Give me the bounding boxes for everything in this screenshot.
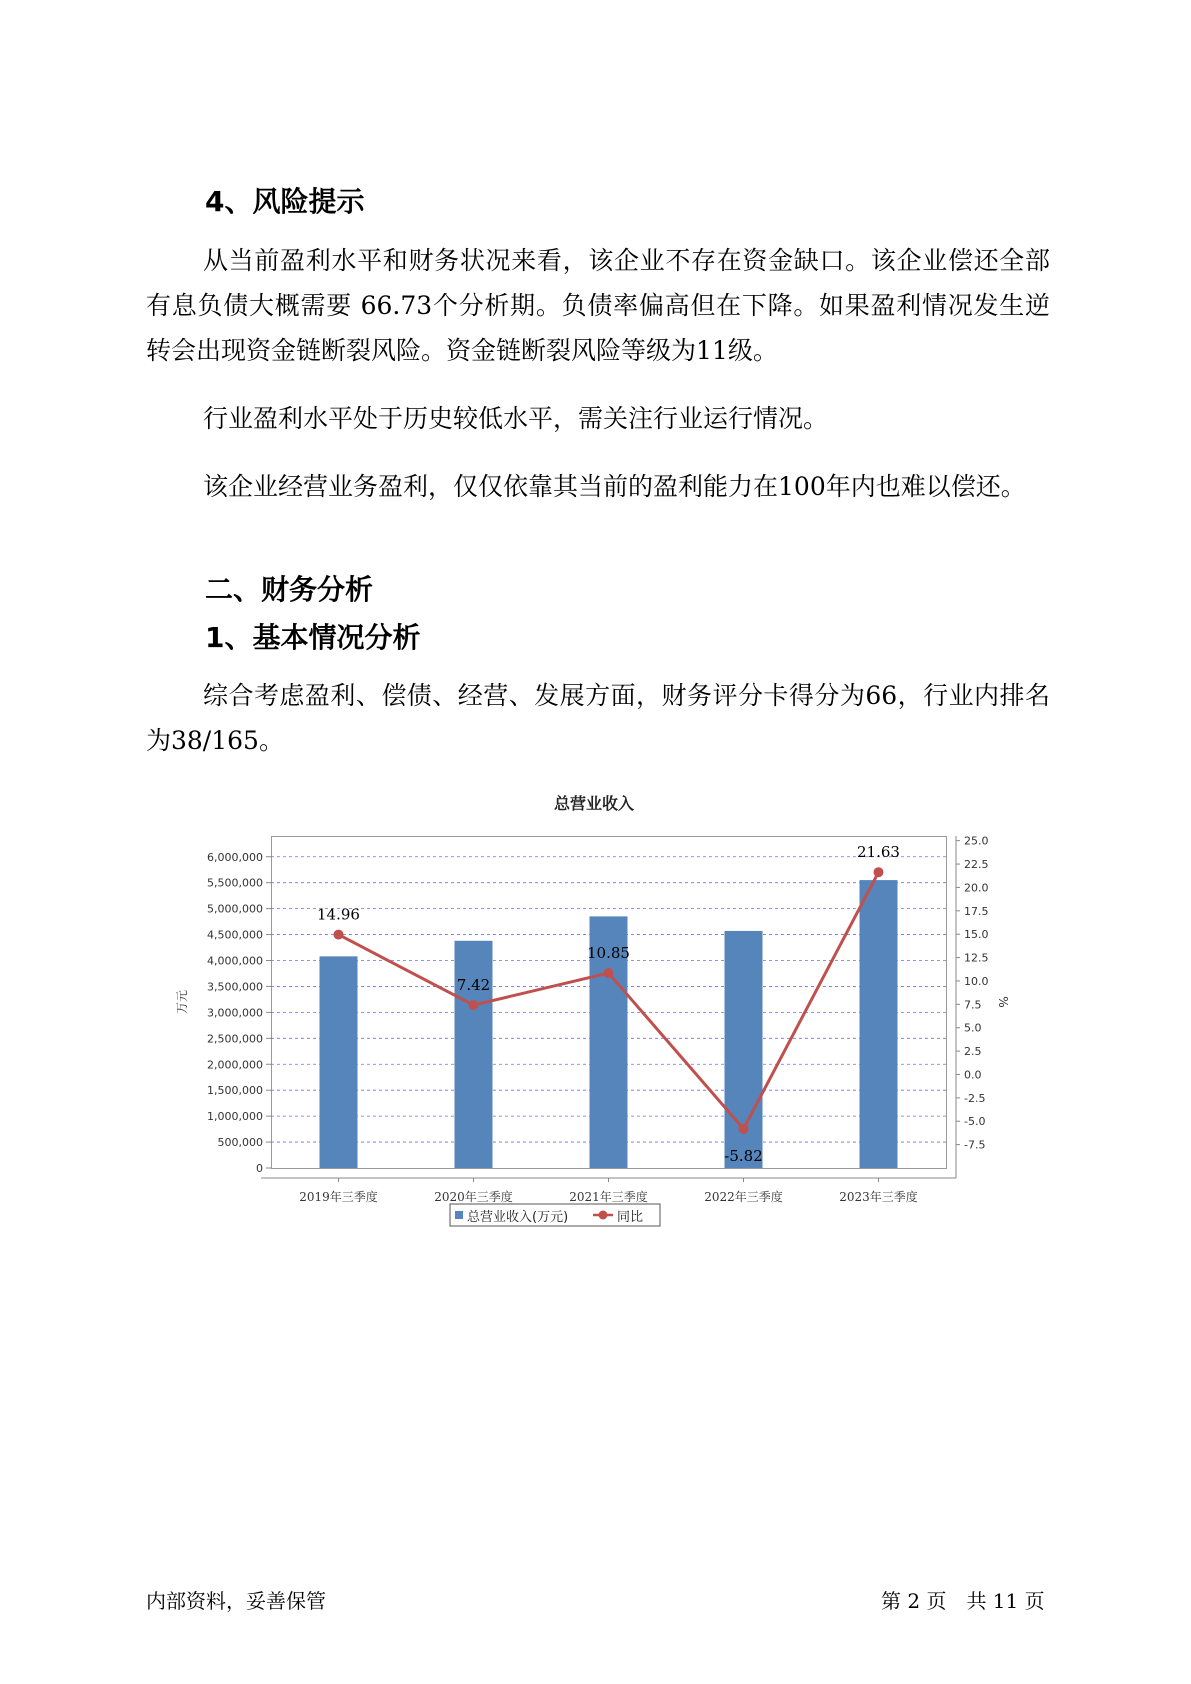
bar-4 xyxy=(860,880,898,1168)
y-tick-label: 1,000,000 xyxy=(207,1110,263,1124)
yoy-point-0 xyxy=(334,930,344,940)
y-tick-label: 2,500,000 xyxy=(207,1032,263,1046)
y-tick-label: 5,500,000 xyxy=(207,876,263,890)
y2-tick-label: 15.0 xyxy=(964,928,989,942)
y2-tick-label: 17.5 xyxy=(964,904,989,918)
y2-tick-label: 12.5 xyxy=(964,951,989,965)
y2-axis-label: % xyxy=(996,996,1010,1008)
revenue-chart xyxy=(175,786,1010,1236)
y-tick-label: 4,000,000 xyxy=(207,954,263,968)
yoy-data-label: -5.82 xyxy=(724,1146,763,1165)
x-tick-label: 2020年三季度 xyxy=(434,1190,513,1204)
basic-analysis-subheading: 1、基本情况分析 xyxy=(205,621,421,654)
y2-tick-label: 5.0 xyxy=(964,1021,982,1035)
yoy-point-1 xyxy=(469,1000,479,1010)
finance-heading: 二、财务分析 xyxy=(205,573,374,606)
y2-tick-label: 2.5 xyxy=(964,1045,982,1059)
y-tick-label: 0 xyxy=(256,1162,263,1175)
risk-heading: 4、风险提示 xyxy=(205,185,365,218)
x-tick-label: 2023年三季度 xyxy=(839,1190,918,1204)
bar-0 xyxy=(320,956,358,1168)
risk-paragraph-3: 该企业经营业务盈利，仅仅依靠其当前的盈利能力在100年内也难以偿还。 xyxy=(203,472,1026,501)
risk-paragraph-1: 从当前盈利水平和财务状况来看，该企业不存在资金缺口。该企业偿还全部有息负债大概需要 66.73个分析期。负债率偏高但在下降。如果盈利情况发生逆转会出现资金链断裂风险。资金链断裂风险等级为11级。 xyxy=(146,246,1050,365)
x-tick-label: 2021年三季度 xyxy=(569,1190,648,1204)
legend-line-marker xyxy=(599,1211,608,1220)
y-tick-label: 2,000,000 xyxy=(207,1058,263,1072)
y-tick-label: 500,000 xyxy=(217,1136,263,1150)
finance-paragraph-1: 综合考虑盈利、偿债、经营、发展方面，财务评分卡得分为66，行业内排名为38/165。 xyxy=(146,681,1050,755)
y-tick-label: 3,000,000 xyxy=(207,1006,263,1020)
legend-bar-swatch xyxy=(455,1211,463,1219)
footer-page-number: 第 2 页 共 11 页 xyxy=(881,1589,1045,1613)
y-tick-label: 5,000,000 xyxy=(207,902,263,916)
y2-tick-label: 20.0 xyxy=(964,881,989,895)
footer-left: 内部资料，妥善保管 xyxy=(146,1589,326,1613)
y2-tick-label: -5.0 xyxy=(964,1115,986,1129)
yoy-data-label: 7.42 xyxy=(456,976,491,995)
yoy-point-3 xyxy=(739,1124,749,1134)
y-tick-label: 3,500,000 xyxy=(207,980,263,994)
y2-tick-label: 7.5 xyxy=(964,998,982,1012)
legend-line-label: 同比 xyxy=(617,1210,644,1225)
y-tick-label: 4,500,000 xyxy=(207,928,263,942)
yoy-point-2 xyxy=(604,968,614,978)
y-tick-label: 6,000,000 xyxy=(207,850,263,864)
yoy-data-label: 14.96 xyxy=(317,905,360,924)
x-tick-label: 2022年三季度 xyxy=(704,1190,783,1204)
y2-tick-label: 0.0 xyxy=(964,1068,982,1082)
y2-tick-label: 25.0 xyxy=(964,834,989,848)
chart-title: 总营业收入 xyxy=(553,794,635,813)
y-axis-label: 万元 xyxy=(175,989,189,1015)
y2-tick-label: -2.5 xyxy=(964,1091,986,1105)
legend-bar-label: 总营业收入(万元) xyxy=(467,1210,569,1225)
bar-1 xyxy=(455,941,493,1168)
y2-tick-label: 22.5 xyxy=(964,858,989,872)
y2-tick-label: -7.5 xyxy=(964,1138,986,1152)
x-tick-label: 2019年三季度 xyxy=(299,1190,378,1204)
yoy-point-4 xyxy=(874,867,884,877)
yoy-data-label: 10.85 xyxy=(587,944,630,963)
risk-paragraph-2: 行业盈利水平处于历史较低水平，需关注行业运行情况。 xyxy=(203,404,829,433)
y-tick-label: 1,500,000 xyxy=(207,1084,263,1098)
y2-tick-label: 10.0 xyxy=(964,974,989,988)
yoy-data-label: 21.63 xyxy=(857,843,900,862)
